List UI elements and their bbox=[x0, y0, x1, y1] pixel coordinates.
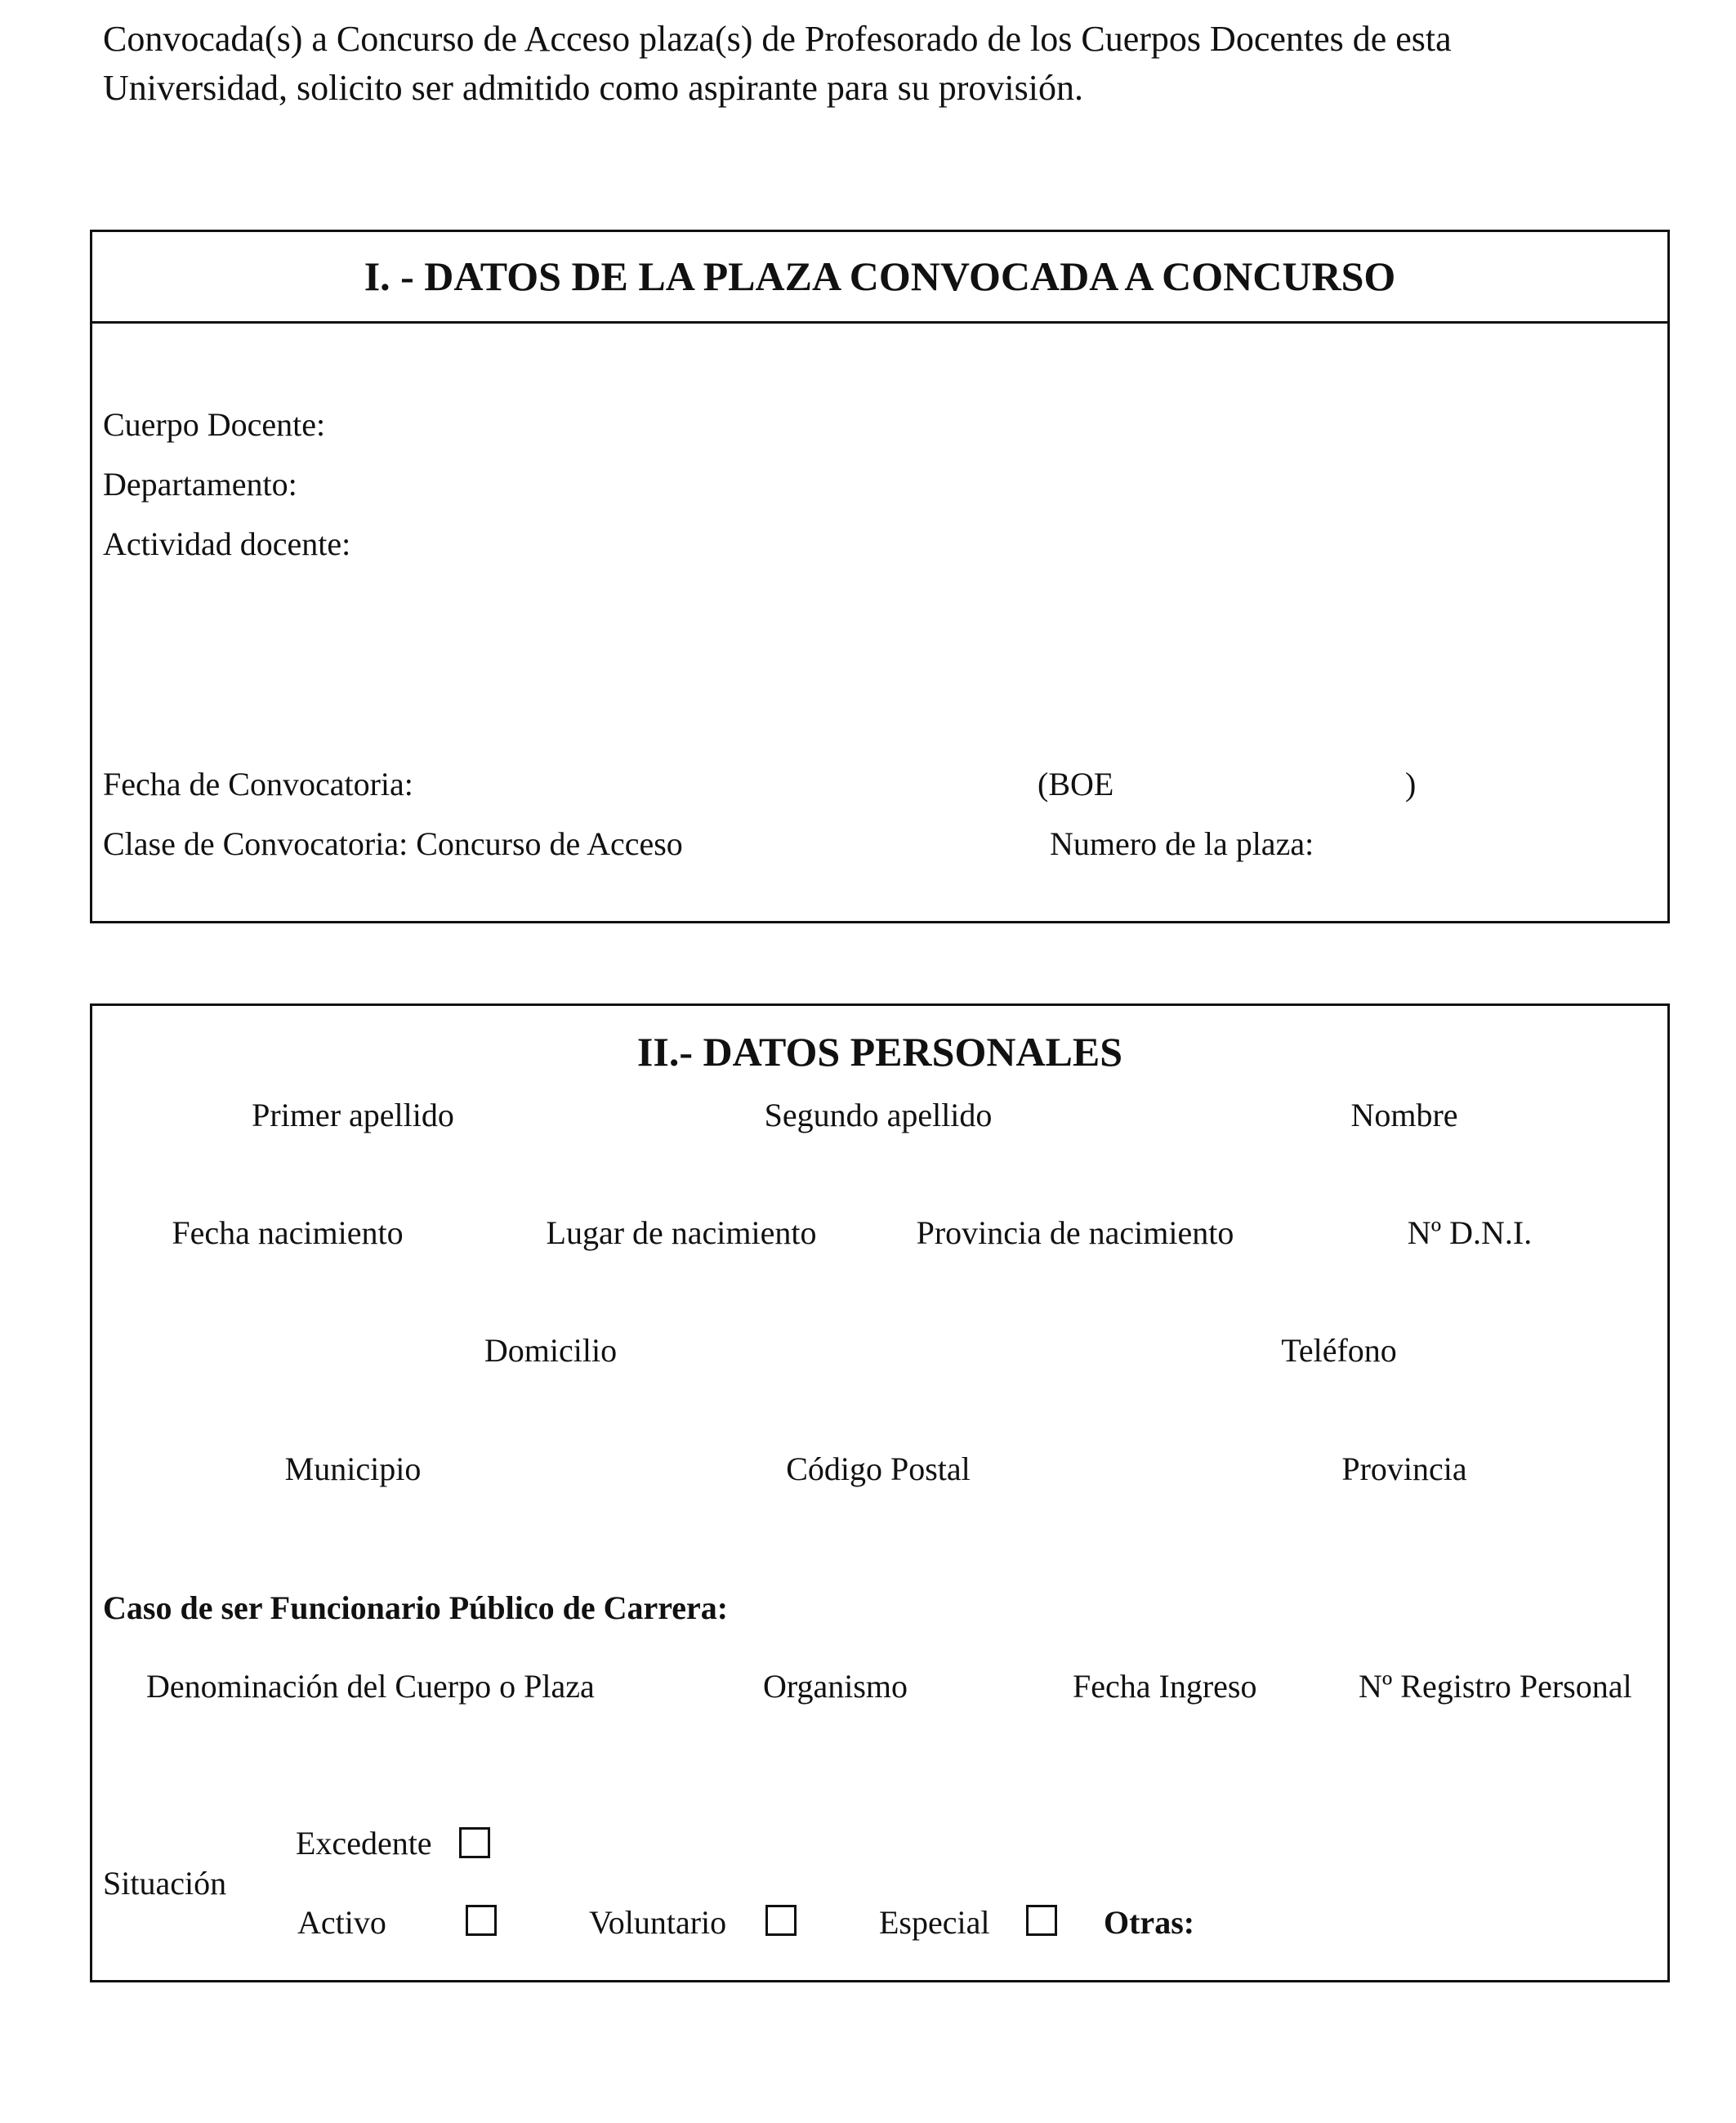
activo-label: Activo bbox=[297, 1904, 386, 1941]
municipio-label: Municipio bbox=[284, 1450, 422, 1487]
intro-line-1: Convocada(s) a Concurso de Acceso plaza(s) de Profesorado de los Cuerpos Docentes de esta bbox=[103, 19, 1452, 59]
nombre-label: Nombre bbox=[1350, 1097, 1458, 1133]
section-plaza-divider bbox=[90, 321, 1670, 324]
excedente-checkbox[interactable] bbox=[459, 1827, 490, 1858]
activo-checkbox[interactable] bbox=[466, 1905, 497, 1936]
section-personales-title: II.- DATOS PERSONALES bbox=[636, 1029, 1123, 1075]
intro-line-2: Universidad, solicito ser admitido como aspirante para su provisión. bbox=[103, 68, 1083, 108]
voluntario-label: Voluntario bbox=[589, 1904, 727, 1941]
especial-label: Especial bbox=[879, 1904, 990, 1941]
excedente-label: Excedente bbox=[296, 1825, 432, 1862]
cuerpo-docente-label: Cuerpo Docente: bbox=[103, 406, 326, 443]
organismo-label: Organismo bbox=[763, 1668, 908, 1705]
voluntario-checkbox[interactable] bbox=[765, 1905, 797, 1936]
registro-personal-label: Nº Registro Personal bbox=[1359, 1668, 1632, 1705]
clase-convocatoria-label: Clase de Convocatoria: Concurso de Acceso bbox=[103, 825, 683, 862]
otras-label: Otras: bbox=[1104, 1904, 1195, 1941]
denominacion-label: Denominación del Cuerpo o Plaza bbox=[146, 1668, 595, 1705]
domicilio-label: Domicilio bbox=[484, 1332, 618, 1369]
dni-label: Nº D.N.I. bbox=[1407, 1214, 1533, 1251]
departamento-label: Departamento: bbox=[103, 466, 297, 503]
boe-close-label: ) bbox=[1405, 766, 1417, 802]
telefono-label: Teléfono bbox=[1281, 1332, 1397, 1369]
codigo-postal-label: Código Postal bbox=[786, 1450, 971, 1487]
primer-apellido-label: Primer apellido bbox=[252, 1097, 454, 1133]
numero-plaza-label: Numero de la plaza: bbox=[1050, 825, 1314, 862]
provincia-label: Provincia bbox=[1341, 1450, 1467, 1487]
boe-open-label: (BOE bbox=[1038, 766, 1114, 802]
fecha-nacimiento-label: Fecha nacimiento bbox=[172, 1214, 404, 1251]
segundo-apellido-label: Segundo apellido bbox=[764, 1097, 993, 1133]
fecha-ingreso-label: Fecha Ingreso bbox=[1073, 1668, 1257, 1705]
provincia-nacimiento-label: Provincia de nacimiento bbox=[916, 1214, 1234, 1251]
situacion-label: Situación bbox=[103, 1865, 227, 1902]
funcionario-heading: Caso de ser Funcionario Público de Carrera: bbox=[103, 1589, 729, 1626]
actividad-docente-label: Actividad docente: bbox=[103, 525, 351, 562]
section-plaza-box bbox=[90, 230, 1670, 923]
fecha-convocatoria-label: Fecha de Convocatoria: bbox=[103, 766, 413, 802]
especial-checkbox[interactable] bbox=[1026, 1905, 1057, 1936]
section-plaza-title: I. - DATOS DE LA PLAZA CONVOCADA A CONCURSO bbox=[364, 253, 1396, 299]
lugar-nacimiento-label: Lugar de nacimiento bbox=[546, 1214, 817, 1251]
